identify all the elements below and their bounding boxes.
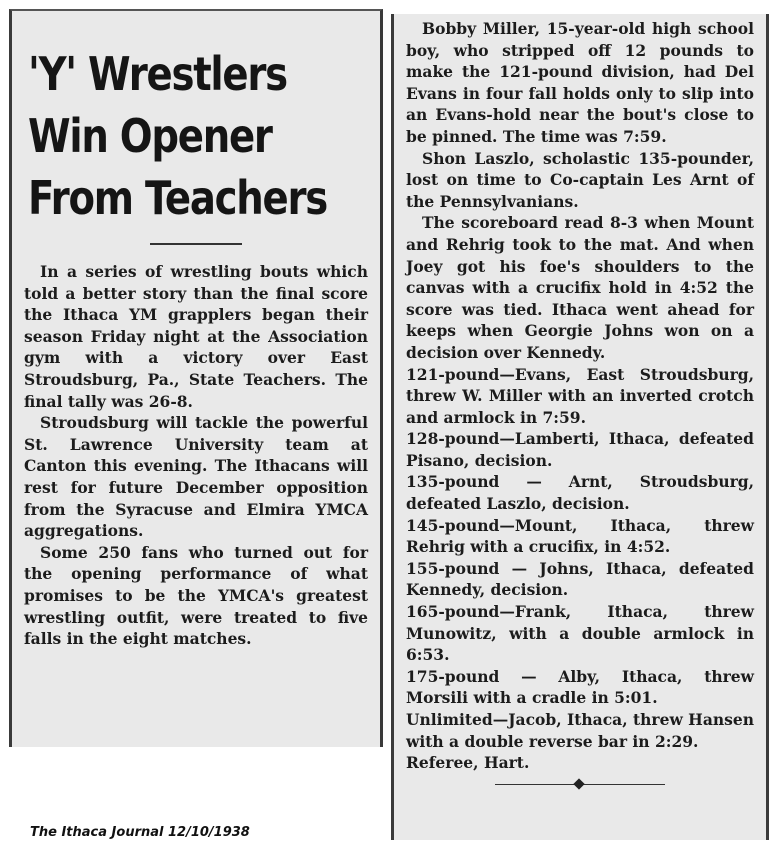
diamond-ornament-icon: [573, 778, 584, 789]
result-line: 155-pound — Johns, Ithaca, defeated Kennedy, decision.: [406, 558, 754, 600]
headline-divider: [150, 243, 242, 245]
body-paragraph: Stroudsburg will tackle the powerful St. Lawrence University team at Canton this evening. The Ithacans will rest for future December opposition from the Syracuse and Elmira YMCA aggregations.: [24, 413, 368, 541]
referee-line: Referee, Hart.: [406, 753, 530, 773]
result-line: 135-pound — Arnt, Stroudsburg, defeated Laszlo, decision.: [406, 472, 754, 514]
body-paragraph: Bobby Miller, 15-year-old high school boy, who stripped off 12 pounds to make the 121-pound division, had Del Evans in four fall holds only to slip into an Evans-hold near the bout's close to be pinned. The time was 7:59.: [406, 19, 754, 146]
headline-line-1: 'Y' Wrestlers: [28, 47, 287, 101]
source-caption: The Ithaca Journal 12/10/1938: [30, 825, 250, 840]
body-paragraph: In a series of wrestling bouts which told a better story than the final score the Ithaca YM grapplers began their season Friday night at the Association gym with a victory over East Stroudsburg, Pa., State Teachers. The final tally was 26-8.: [24, 262, 368, 411]
result-line: Unlimited—Jacob, Ithaca, threw Hansen with a double reverse bar in 2:29.: [406, 710, 755, 751]
end-of-article-rule: [495, 784, 665, 785]
headline-line-2: Win Opener: [28, 109, 272, 163]
right-column-body: [394, 14, 766, 785]
headline-line-3: From Teachers: [28, 171, 328, 225]
result-line: 175-pound — Alby, Ithaca, threw Morsili with a cradle in 5:01.: [406, 666, 754, 708]
result-line: 128-pound—Lamberti, Ithaca, defeated Pisano, decision.: [406, 429, 754, 470]
body-paragraph: Shon Laszlo, scholastic 135-pounder, lost on time to Co-captain Les Arnt of the Pennsylvanians.: [406, 148, 754, 211]
body-paragraph: Some 250 fans who turned out for the opening performance of what promises to be the YMCA's greatest wrestling outfit, were treated to five falls in the eight matches.: [24, 542, 368, 649]
result-line: 121-pound—Evans, East Stroudsburg, threw W. Miller with an inverted crotch and armlock in 7:59.: [406, 364, 754, 427]
article-clipping-left: [9, 9, 383, 747]
result-line: 165-pound—Frank, Ithaca, threw Munowitz, with a double armlock in 6:53.: [406, 602, 754, 665]
left-column-body: [12, 261, 380, 650]
headline: [28, 43, 328, 229]
body-paragraph: The scoreboard read 8-3 when Mount and Rehrig took to the mat. And when Joey got his foe's shoulders to the canvas with a crucifix hold in 4:52 the score was tied. Ithaca went ahead for keeps when Georgie Johns won on a decision over Kennedy.: [406, 213, 754, 362]
result-line: 145-pound—Mount, Ithaca, threw Rehrig with a crucifix, in 4:52.: [406, 515, 754, 557]
article-clipping-right: [391, 14, 769, 840]
